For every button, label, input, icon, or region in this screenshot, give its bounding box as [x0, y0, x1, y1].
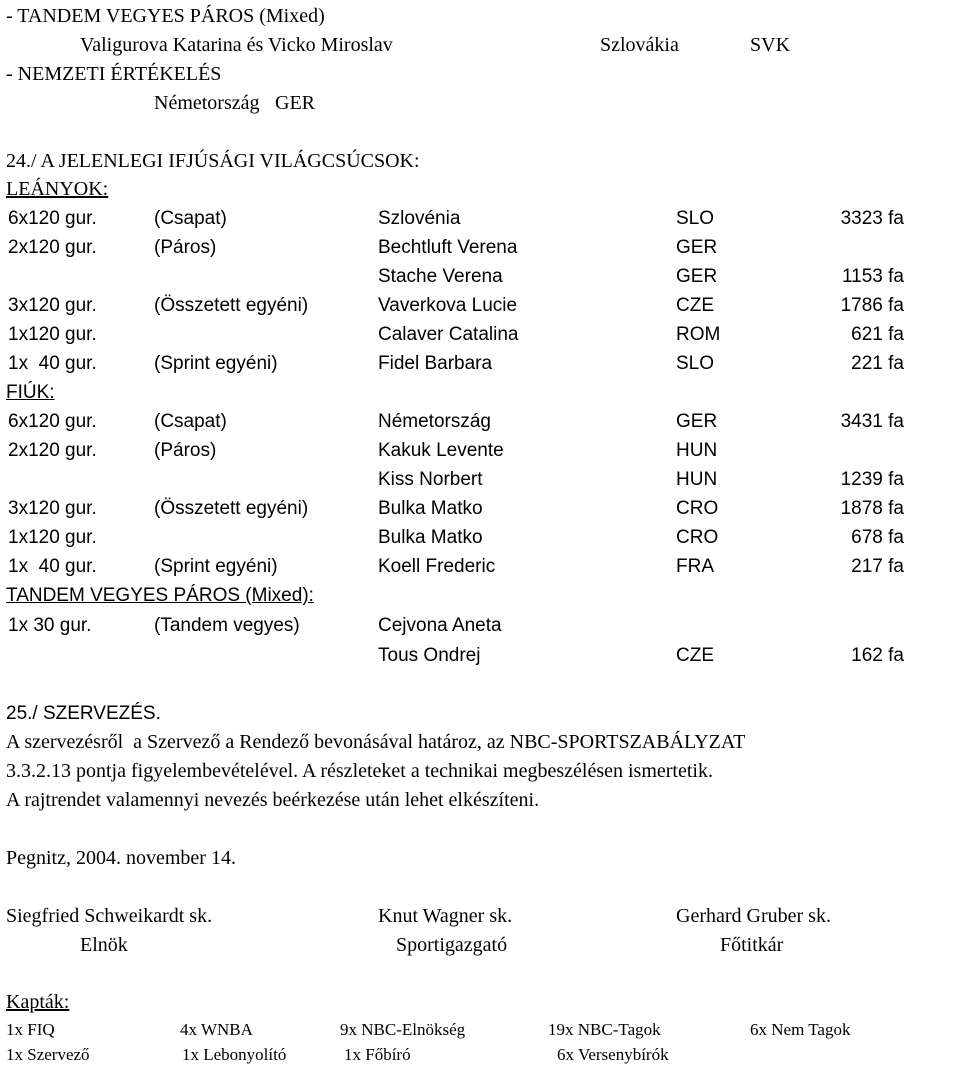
national-code: GER: [275, 92, 315, 114]
signature-name: Gerhard Gruber sk.: [676, 905, 831, 927]
category-cell: (Összetett egyéni): [154, 498, 309, 519]
code-cell: CRO: [676, 527, 719, 548]
code-cell: SLO: [676, 208, 715, 229]
name-cell: Bulka Matko: [378, 498, 483, 519]
code-cell: HUN: [676, 440, 718, 461]
code-cell: CZE: [676, 295, 714, 316]
category-cell: (Páros): [154, 237, 217, 258]
signature-role: Főtitkár: [720, 934, 784, 956]
result-cell: 678 fa: [851, 527, 904, 548]
distribution-item: 1x Lebonyolító: [182, 1045, 287, 1064]
name-cell: Cejvona Aneta: [378, 615, 502, 636]
distribution-item: 1x Főbíró: [344, 1045, 411, 1064]
name-cell: Koell Frederic: [378, 556, 496, 577]
result-cell: 221 fa: [851, 353, 904, 374]
tandem-mixed-heading: - TANDEM VEGYES PÁROS (Mixed): [6, 5, 325, 27]
code-cell: GER: [676, 411, 718, 432]
discipline-cell: 2x120 gur.: [8, 440, 97, 461]
category-cell: (Sprint egyéni): [154, 556, 278, 577]
result-cell: 1878 fa: [840, 498, 904, 519]
distribution-item: 19x NBC-Tagok: [548, 1020, 661, 1039]
discipline-cell: 1x 40 gur.: [8, 556, 97, 577]
code-cell: GER: [676, 266, 718, 287]
discipline-cell: 6x120 gur.: [8, 411, 97, 432]
result-cell: 1153 fa: [842, 266, 904, 287]
category-cell: (Tandem vegyes): [154, 615, 300, 636]
code-cell: CRO: [676, 498, 719, 519]
result-cell: 621 fa: [851, 324, 904, 345]
records-heading: 24./ A JELENLEGI IFJÚSÁGI VILÁGCSÚCSOK:: [6, 150, 420, 172]
code-cell: HUN: [676, 469, 718, 490]
distribution-item: 9x NBC-Elnökség: [340, 1020, 466, 1039]
signature-name: Siegfried Schweikardt sk.: [6, 905, 213, 927]
signature-name: Knut Wagner sk.: [378, 905, 513, 927]
code-cell: CZE: [676, 645, 714, 666]
discipline-cell: 1x 30 gur.: [8, 615, 92, 636]
name-cell: Bechtluft Verena: [378, 237, 518, 258]
name-cell: Calaver Catalina: [378, 324, 519, 345]
organization-line-3: A rajtrendet valamennyi nevezés beérkezése után lehet elkészíteni.: [6, 789, 540, 811]
organization-heading: 25./ SZERVEZÉS.: [6, 703, 161, 724]
result-cell: 217 fa: [851, 556, 904, 577]
distribution-item: 1x FIQ: [6, 1020, 55, 1039]
distribution-item: 6x Versenybírók: [557, 1045, 669, 1064]
girls-label: LEÁNYOK:: [6, 178, 109, 200]
organization-line-1: A szervezésről a Szervező a Rendező bevonásával határoz, az NBC-SPORTSZABÁLYZAT: [6, 731, 746, 753]
distribution-item: 6x Nem Tagok: [750, 1020, 851, 1039]
code-cell: GER: [676, 237, 718, 258]
name-cell: Tous Ondrej: [378, 645, 481, 666]
national-heading: - NEMZETI ÉRTÉKELÉS: [6, 63, 222, 85]
tandem-mixed-country: Szlovákia: [600, 34, 679, 56]
discipline-cell: 6x120 gur.: [8, 208, 97, 229]
signature-role: Elnök: [80, 934, 128, 956]
name-cell: Kakuk Levente: [378, 440, 504, 461]
name-cell: Szlovénia: [378, 208, 461, 229]
result-cell: 1786 fa: [840, 295, 904, 316]
discipline-cell: 1x 40 gur.: [8, 353, 97, 374]
discipline-cell: 2x120 gur.: [8, 237, 97, 258]
distribution-item: 1x Szervező: [6, 1045, 90, 1064]
distribution-item: 4x WNBA: [180, 1020, 253, 1039]
place-date: Pegnitz, 2004. november 14.: [6, 847, 236, 869]
organization-line-2: 3.3.2.13 pontja figyelembevételével. A részleteket a technikai megbeszélésen ismertetik.: [6, 760, 713, 782]
result-cell: 3431 fa: [840, 411, 904, 432]
name-cell: Vaverkova Lucie: [378, 295, 518, 316]
result-cell: 1239 fa: [840, 469, 904, 490]
national-winner: Németország: [154, 92, 260, 114]
boys-label: FIÚK:: [6, 382, 55, 403]
category-cell: (Összetett egyéni): [154, 295, 309, 316]
name-cell: Stache Verena: [378, 266, 503, 287]
signature-role: Sportigazgató: [396, 934, 508, 956]
tandem-mixed-names: Valigurova Katarina és Vicko Miroslav: [80, 34, 393, 56]
discipline-cell: 1x120 gur.: [8, 527, 97, 548]
discipline-cell: 3x120 gur.: [8, 295, 97, 316]
discipline-cell: 3x120 gur.: [8, 498, 97, 519]
name-cell: Németország: [378, 411, 491, 432]
category-cell: (Csapat): [154, 411, 227, 432]
name-cell: Kiss Norbert: [378, 469, 483, 490]
name-cell: Bulka Matko: [378, 527, 483, 548]
name-cell: Fidel Barbara: [378, 353, 493, 374]
category-cell: (Sprint egyéni): [154, 353, 278, 374]
discipline-cell: 1x120 gur.: [8, 324, 97, 345]
tandem-mixed-code: SVK: [750, 34, 791, 56]
code-cell: ROM: [676, 324, 721, 345]
category-cell: (Csapat): [154, 208, 227, 229]
distribution-label: Kapták:: [6, 991, 70, 1013]
code-cell: FRA: [676, 556, 714, 577]
code-cell: SLO: [676, 353, 715, 374]
result-cell: 162 fa: [851, 645, 904, 666]
result-cell: 3323 fa: [840, 208, 904, 229]
category-cell: (Páros): [154, 440, 217, 461]
tandem-records-label: TANDEM VEGYES PÁROS (Mixed):: [6, 585, 314, 606]
